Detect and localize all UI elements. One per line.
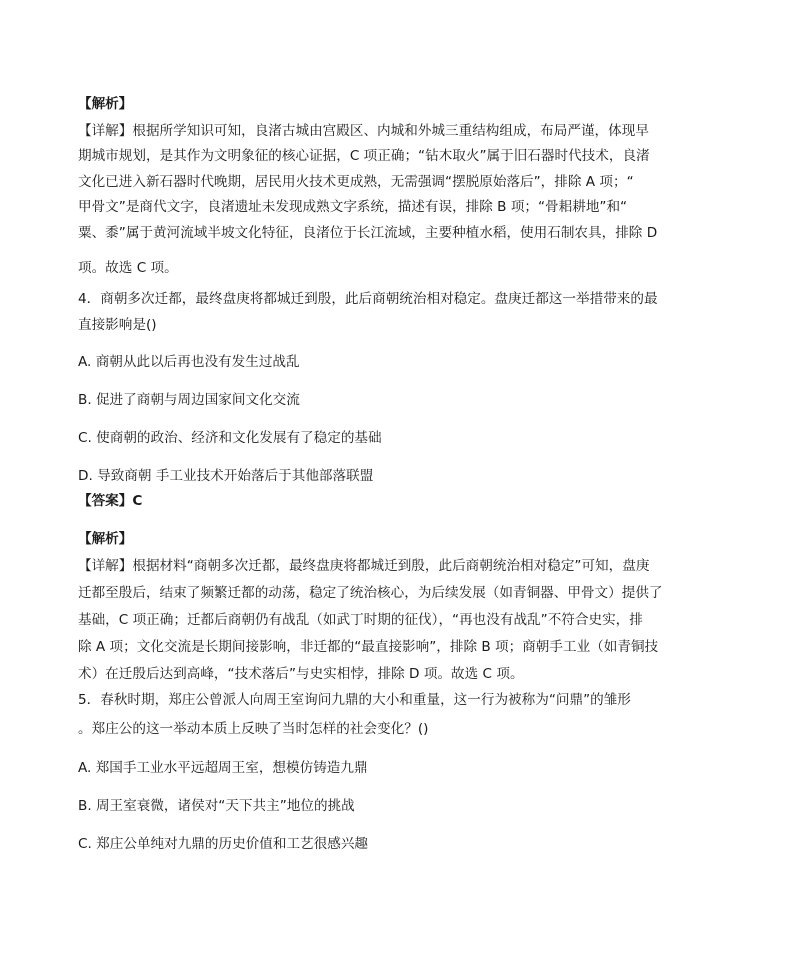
q3-detail-line: 文化已进入新石器时代晚期，居民用火技术更成熟，无需强调“摆脱原始落后”，排除 A 项；“	[78, 174, 634, 190]
q3-analysis-label: 【解析】	[78, 96, 133, 112]
q4-option-b: B. 促进了商朝与周边国家间文化交流	[78, 392, 300, 408]
q4-stem-line: 直接影响是()	[78, 317, 157, 333]
q4-detail-line: 除 A 项；文化交流是长期间接影响，非迁都的“最直接影响”，排除 B 项；商朝手工业（如青铜技	[78, 639, 659, 655]
q4-option-a: A. 商朝从此以后再也没有发生过战乱	[78, 354, 300, 370]
q3-detail-line: 期城市规划，是其作为文明象征的核心证据，C 项正确；“钻木取火”属于旧石器时代技术，良渚	[78, 148, 650, 164]
q4-answer: 【答案】C	[78, 493, 143, 509]
q4-option-c: C. 使商朝的政治、经济和文化发展有了稳定的基础	[78, 430, 382, 446]
q3-detail-line: 甲骨文”是商代文字，良渚遗址未发现成熟文字系统，描述有误，排除 B 项；“骨耜耕地”和“	[78, 199, 628, 215]
q4-detail-line: 术）在迁殷后达到高峰，“技术落后”与史实相悖，排除 D 项。故选 C 项。	[78, 666, 524, 682]
q3-detail-line: 粟、黍”属于黄河流域半坡文化特征，良渚位于长江流域，主要种植水稻，使用石制农具，排除 D	[78, 225, 658, 241]
q4-stem-line: 4．商朝多次迁都，最终盘庚将都城迁到殷，此后商朝统治相对稳定。盘庚迁都这一举措带来的最	[78, 291, 658, 307]
q3-detail-line: 【详解】根据所学知识可知，良渚古城由宫殿区、内城和外城三重结构组成，布局严谨，体现早	[78, 123, 649, 139]
q4-detail-line: 【详解】根据材料“商朝多次迁都，最终盘庚将都城迁到殷，此后商朝统治相对稳定”可知，盘庚	[78, 558, 650, 574]
q5-option-c: C. 郑庄公单纯对九鼎的历史价值和工艺很感兴趣	[78, 836, 369, 852]
q5-stem-line: 5．春秋时期，郑庄公曾派人向周王室询问九鼎的大小和重量，这一行为被称为“问鼎”的雏形	[78, 692, 631, 708]
q4-analysis-label: 【解析】	[78, 531, 133, 547]
q5-stem-line: 。郑庄公的这一举动本质上反映了当时怎样的社会变化？()	[78, 721, 429, 737]
q5-option-b: B. 周王室衰微，诸侯对“天下共主”地位的挑战	[78, 798, 355, 814]
q4-detail-line: 基础，C 项正确；迁都后商朝仍有战乱（如武丁时期的征伐），“再也没有战乱”不符合史实，排	[78, 612, 643, 628]
q3-detail-line: 项。故选 C 项。	[78, 260, 178, 276]
q4-option-d: D. 导致商朝 手工业技术开始落后于其他部落联盟	[78, 468, 374, 484]
q5-option-a: A. 郑国手工业水平远超周王室，想模仿铸造九鼎	[78, 760, 368, 776]
q4-detail-line: 迁都至殷后，结束了频繁迁都的动荡，稳定了统治核心，为后续发展（如青铜器、甲骨文）提供了	[78, 585, 663, 601]
